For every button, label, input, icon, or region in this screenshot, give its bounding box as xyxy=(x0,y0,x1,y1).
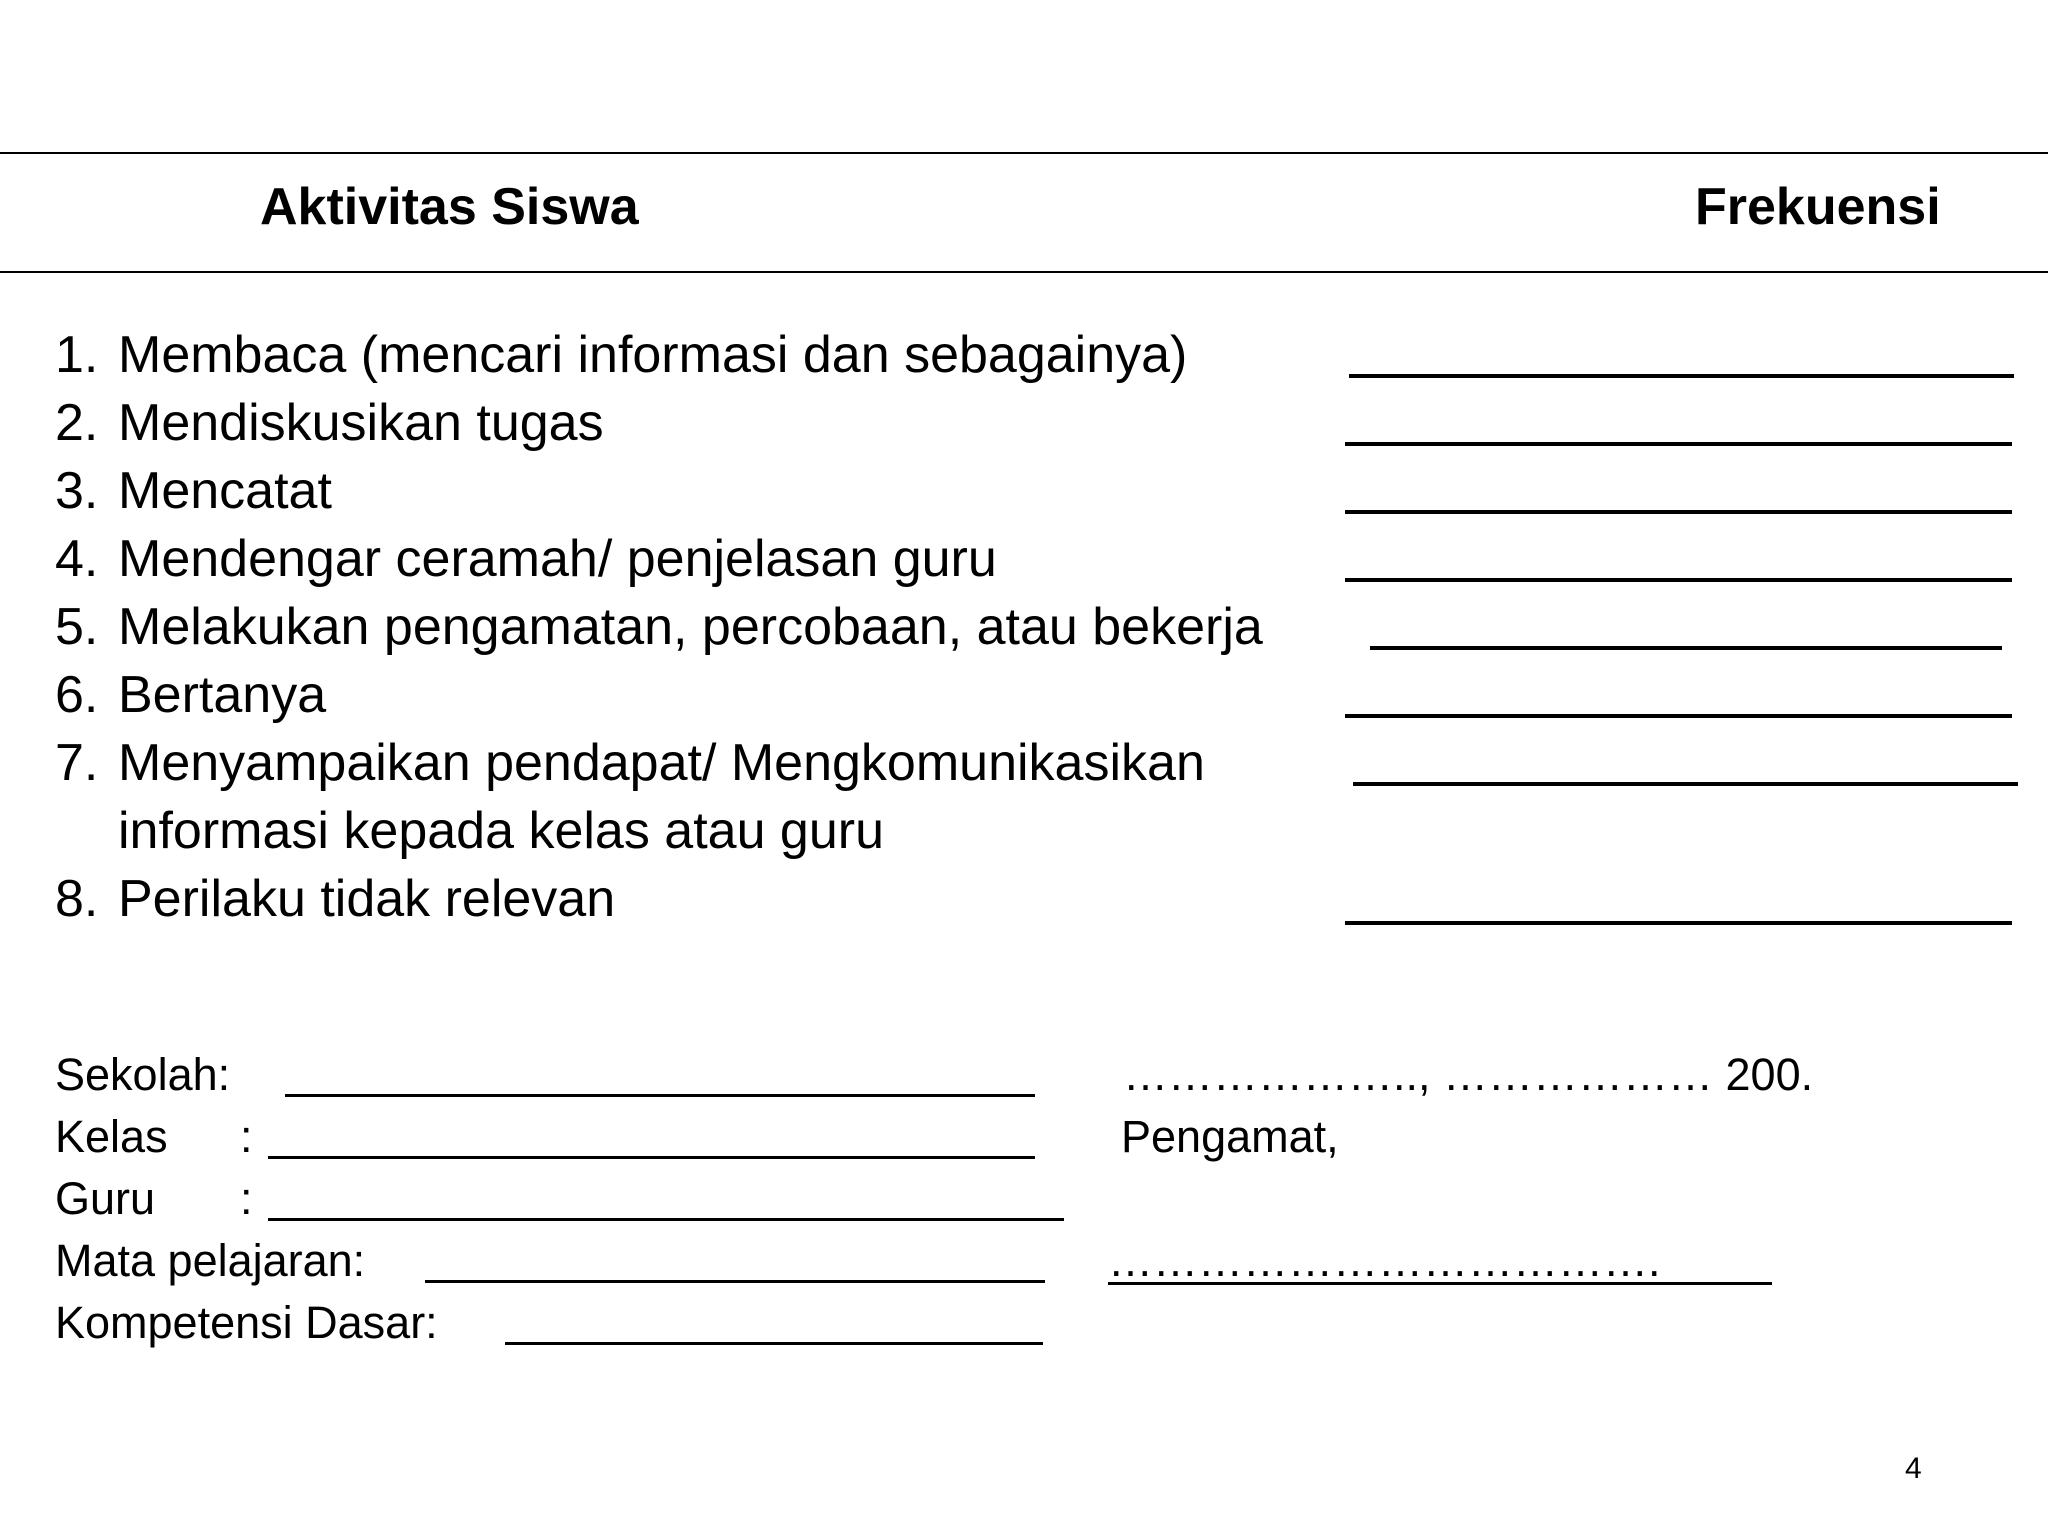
competency-field[interactable] xyxy=(505,1342,1043,1345)
activity-number: 1. xyxy=(55,326,99,384)
activity-number: 3. xyxy=(55,462,99,520)
header-top-rule xyxy=(0,152,2048,154)
activity-number: 8. xyxy=(55,870,99,928)
frequency-blank-1[interactable] xyxy=(1349,374,2014,378)
frequency-blank-6[interactable] xyxy=(1345,714,2012,718)
school-label: Sekolah: xyxy=(55,1049,231,1100)
activity-item-5 xyxy=(55,598,1263,656)
activity-number: 7. xyxy=(55,734,99,792)
activity-item-7-continuation: informasi kepada kelas atau guru xyxy=(118,802,885,860)
school-field[interactable] xyxy=(285,1094,1035,1097)
activity-text: Mendiskusikan tugas xyxy=(118,394,604,452)
class-field[interactable] xyxy=(268,1156,1035,1159)
activity-item-3 xyxy=(55,462,332,520)
activity-column-header: Aktivitas Siswa xyxy=(260,178,639,236)
frequency-blank-3[interactable] xyxy=(1345,510,2012,514)
observer-label: Pengamat, xyxy=(1121,1111,1339,1162)
class-label: Kelas xyxy=(55,1111,168,1162)
activity-item-8 xyxy=(55,870,616,928)
page-number: 4 xyxy=(1905,1452,1922,1485)
frequency-blank-5[interactable] xyxy=(1370,646,2002,650)
competency-label: Kompetensi Dasar: xyxy=(55,1297,438,1348)
activity-item-7 xyxy=(55,734,1205,792)
activity-number: 5. xyxy=(55,598,99,656)
activity-number: 2. xyxy=(55,394,99,452)
teacher-label: Guru xyxy=(55,1173,156,1224)
activity-text: Perilaku tidak relevan xyxy=(118,870,616,928)
activity-item-1 xyxy=(55,326,1188,384)
frequency-blank-4[interactable] xyxy=(1345,578,2012,582)
activity-text: Mencatat xyxy=(118,462,332,520)
class-colon: : xyxy=(240,1111,253,1162)
activity-item-6 xyxy=(55,666,327,724)
teacher-field[interactable] xyxy=(268,1218,1064,1221)
activity-text: Membaca (mencari informasi dan sebagainya) xyxy=(118,326,1188,384)
date-line: ……………….., ……………… 200. xyxy=(1123,1049,1814,1100)
activity-item-2 xyxy=(55,394,604,452)
activity-number: 6. xyxy=(55,666,99,724)
activity-text: Melakukan pengamatan, percobaan, atau bekerja xyxy=(118,598,1263,656)
teacher-colon: : xyxy=(240,1173,253,1224)
frequency-blank-7[interactable] xyxy=(1353,782,2018,786)
activity-number: 4. xyxy=(55,530,99,588)
frequency-column-header: Frekuensi xyxy=(1695,178,1941,236)
subject-label: Mata pelajaran: xyxy=(55,1235,366,1286)
header-bottom-rule xyxy=(0,271,2048,273)
frequency-blank-2[interactable] xyxy=(1345,442,2012,446)
activity-text: Bertanya xyxy=(118,666,327,724)
frequency-blank-8[interactable] xyxy=(1345,921,2012,925)
activity-text: Menyampaikan pendapat/ Mengkomunikasikan xyxy=(118,734,1205,792)
observer-name-underline xyxy=(1108,1282,1772,1285)
observer-name-dots: ………………………………. xyxy=(1108,1235,1661,1286)
activity-item-4 xyxy=(55,530,997,588)
activity-text: Mendengar ceramah/ penjelasan guru xyxy=(118,530,997,588)
subject-field[interactable] xyxy=(425,1280,1045,1283)
